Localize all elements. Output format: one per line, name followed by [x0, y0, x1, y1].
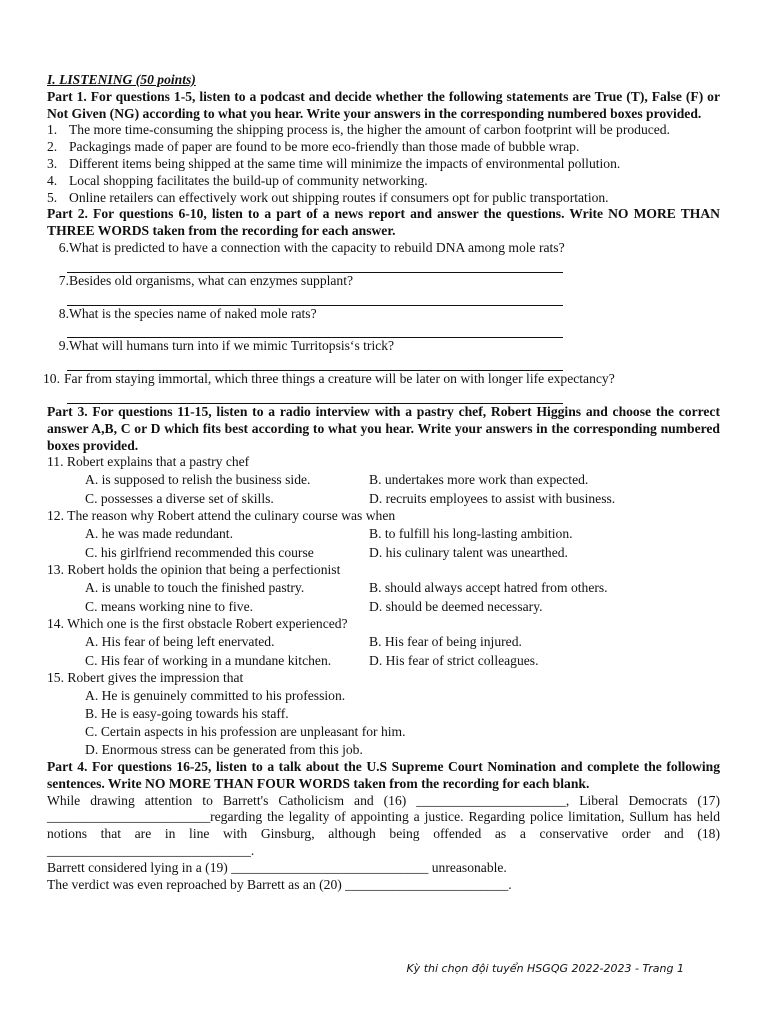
question-item: 9. What will humans turn into if we mimic Turritopsis‘s trick?: [58, 338, 395, 354]
options: [85, 525, 720, 562]
part2-instruction: Part 2. For questions 6-10, listen to a part of a news report and answer the questions. Write NO MORE THAN THREE WORDS taken from the recording for each answer.: [47, 206, 720, 239]
list-item: 5. Online retailers can effectively work out shipping routes if consumers opt for public transportation.: [47, 189, 609, 205]
question-13: [47, 562, 720, 616]
option-b: B. His fear of being injured.: [369, 634, 522, 650]
answer-line: [67, 388, 563, 404]
part4-instruction: Part 4. For questions 16-25, listen to a talk about the U.S Supreme Court Nomination and complete the following sentences. Write NO MORE THAN FOUR WORDS taken from the recording for each blank.: [47, 759, 720, 791]
part1-instruction: Part 1. For questions 1-5, listen to a podcast and decide whether the following statements are True (T), False (F) or Not Given (NG) according to what you hear. Write your answers in the corresponding numbered boxes provided.: [47, 88, 720, 121]
question-14: [47, 616, 720, 670]
option-d: D. Enormous stress can be generated from this job.: [85, 742, 363, 758]
option-c: C. Certain aspects in his profession are unpleasant for him.: [85, 724, 406, 740]
question-stem: 11. Robert explains that a pastry chef: [47, 454, 250, 470]
options: [85, 633, 720, 670]
list-item: 2. Packagings made of paper are found to be more eco-friendly than those made of bubble wrap.: [47, 139, 580, 155]
option-d: D. should be deemed necessary.: [369, 598, 543, 614]
option-a: A. he was made redundant.: [85, 526, 233, 542]
option-a: A. is supposed to relish the business side.: [85, 472, 311, 488]
answer-line: [67, 290, 563, 306]
part2-list: [43, 239, 720, 404]
part4-sentence-20: The verdict was even reproached by Barrett as an (20) ________________________.: [47, 876, 512, 892]
question-item: 8. What is the species name of naked mole rats?: [58, 305, 317, 321]
option-b: B. He is easy-going towards his staff.: [85, 706, 289, 722]
option-c: C. His fear of working in a mundane kitchen.: [85, 652, 332, 668]
option-b: B. should always accept hatred from others.: [369, 580, 608, 596]
option-b: B. to fulfill his long-lasting ambition.: [369, 526, 573, 542]
option-b: B. undertakes more work than expected.: [369, 472, 589, 488]
options: [85, 579, 720, 616]
question-12: [47, 508, 720, 562]
exam-page: [43, 72, 720, 893]
question-item: 6. What is predicted to have a connection with the capacity to rebuild DNA among mole rats?: [58, 239, 565, 255]
question-stem: 14. Which one is the first obstacle Robert experienced?: [47, 616, 348, 632]
answer-line: [67, 355, 563, 371]
answer-line: [67, 322, 563, 338]
option-c: C. his girlfriend recommended this course: [85, 544, 314, 560]
question-11: [47, 454, 720, 508]
option-a: A. He is genuinely committed to his profession.: [85, 688, 346, 704]
option-d: D. his culinary talent was unearthed.: [369, 544, 568, 560]
options: [85, 471, 720, 508]
list-item: 3. Different items being shipped at the same time will minimize the impacts of environmental pollution.: [47, 155, 621, 171]
options: [85, 687, 720, 759]
question-item: 10. Far from staying immortal, which three things a creature will be later on with longer life expectancy?: [43, 371, 615, 387]
option-c: C. possesses a diverse set of skills.: [85, 490, 274, 506]
answer-line: [67, 257, 563, 273]
option-a: A. is unable to touch the finished pastry.: [85, 580, 305, 596]
footer-text: Kỳ thi chọn đội tuyển HSGQG 2022-2023 - Trang 1: [406, 962, 684, 975]
question-stem: 12. The reason why Robert attend the culinary course was when: [47, 508, 396, 524]
list-item: 4. Local shopping facilitates the build-up of community networking.: [47, 172, 428, 188]
question-stem: 15. Robert gives the impression that: [47, 670, 244, 686]
list-item: 1. The more time-consuming the shipping process is, the higher the amount of carbon footprint will be produced.: [47, 122, 671, 138]
question-15: [47, 670, 720, 759]
part3-instruction: Part 3. For questions 11-15, listen to a radio interview with a pastry chef, Robert Higgins and choose the correct answer A,B, C or D which fits best according to what you hear. Write your answers in the corresponding numbered boxes provided.: [47, 403, 720, 453]
part4-sentence-19: Barrett considered lying in a (19) _____________________________ unreasonable.: [47, 859, 507, 875]
option-a: A. His fear of being left enervated.: [85, 634, 275, 650]
part1-list: [47, 122, 720, 206]
question-stem: 13. Robert holds the opinion that being a perfectionist: [47, 562, 341, 578]
part4-paragraph: While drawing attention to Barrett's Catholicism and (16) ______________________, Liberal Democrats (17) ________________________regarding the legality of appointing a justice. Regarding police limitation, Sullum has held notions that are in line with Ginsburg, although being offended as a conservative order and (18) ______________________________.: [47, 792, 720, 859]
option-d: D. recruits employees to assist with business.: [369, 490, 616, 506]
question-item: 7. Besides old organisms, what can enzymes supplant?: [58, 272, 354, 288]
section-title: I. LISTENING (50 points): [47, 72, 196, 87]
option-d: D. His fear of strict colleagues.: [369, 652, 539, 668]
option-c: C. means working nine to five.: [85, 598, 254, 614]
